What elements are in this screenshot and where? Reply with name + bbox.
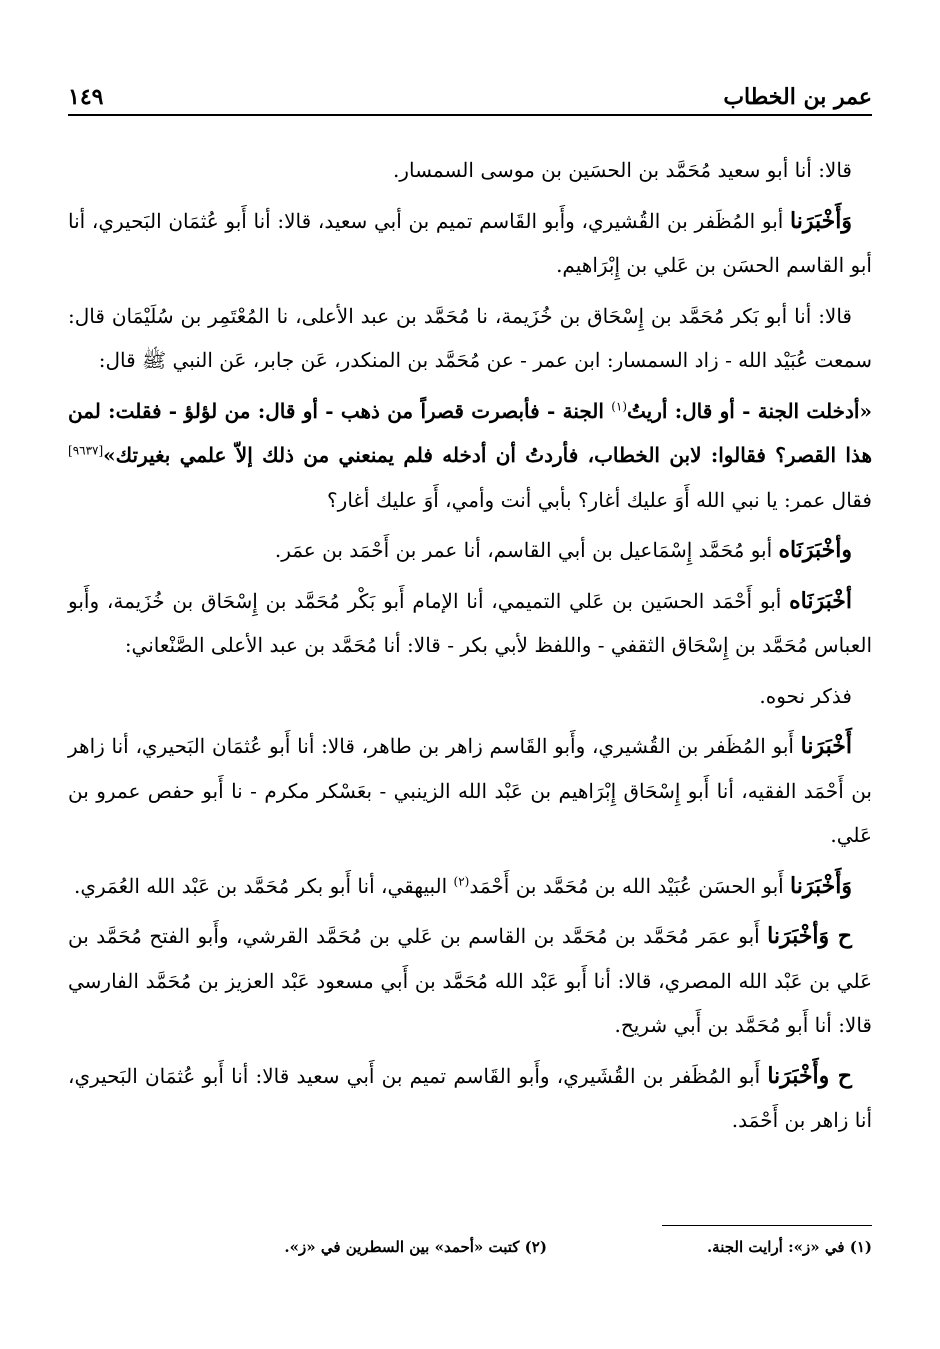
paragraph [68, 294, 872, 383]
footnote-ref: (٢) [453, 873, 470, 888]
hadith-paragraph [68, 389, 872, 523]
paragraph [68, 579, 872, 668]
main-text [68, 148, 872, 1149]
chain-keyword: ح وَأخْبَرَنا [767, 923, 852, 949]
chain-keyword: أخْبَرَنَاه [789, 587, 852, 614]
paragraph [68, 864, 872, 909]
footnote-2: (٢) كتبت «أحمد» بين السطرين في «ز». [284, 1238, 547, 1256]
paragraph [68, 148, 872, 193]
footnote-1: (١) في «ز»: أرايت الجنة. [706, 1238, 872, 1256]
paragraph-text: أَبو عمَر مُحَمَّد بن مُحَمَّد بن القاسم بن عَلي بن مُحَمَّد القرشي، وأَبو الفتح مُحَمَّد بن عَلي بن عَبْد الله المصري، قالا: أنا أَبو عَبْد الله مُحَمَّد بن أَبي مسعود عَبْد العزيز بن مُحَمَّد الفارسي قالا: أنا أَبو مُحَمَّد بن أَبي شريح. [68, 924, 872, 1037]
paragraph-text: أبو مُحَمَّد إِسْمَاعيل بن أبي القاسم، أنا عمر بن أَحْمَد بن عمَر. [274, 538, 779, 562]
hadith-text: «أدخلت الجنة - أو قال: أريتُ [627, 398, 872, 423]
paragraph-text: فذكر نحوه. [759, 683, 852, 708]
paragraph [68, 1054, 872, 1143]
paragraph-text: أبو المُظَفر بن القُشيري، وأَبو القَاسم تميم بن أبي سعيد، قالا: أنا أَبو عُثمَان البَحيري، أنا أبو القاسم الحسَن بن عَلي بن إِبْرَاهيم. [68, 208, 872, 277]
paragraph [68, 199, 872, 288]
paragraph-text: قالا: أنا أبو سعيد مُحَمَّد بن الحسَين بن موسى السمسار. [392, 158, 852, 182]
chain-keyword: وَأَخْبَرَنا [790, 207, 852, 234]
footnotes [68, 1238, 872, 1256]
paragraph [68, 674, 872, 719]
running-header [68, 76, 872, 116]
paragraph [68, 724, 872, 858]
footnote-ref: (١) [611, 398, 628, 413]
hadith-number: [٩٦٣٧] [68, 443, 104, 458]
paragraph-text: فقال عمر: يا نبي الله أَوَ عليك أغار؟ بأبي أنت وأمي، أَوَ عليك أغار؟ [327, 487, 872, 512]
chain-keyword: وأخْبَرَنَاه [778, 537, 852, 563]
paragraph-text: قالا: أنا أبو بَكر مُحَمَّد بن إِسْحَاق بن خُزَيمة، نا مُحَمَّد بن عبد الأعلى، نا المُعْتَمِر بن سُلَيْمَان قال: سمعت عُبَيْد الله - زاد السمسار: ابن عمر - عن مُحَمَّد بن المنكدر، عَن جابر، عَن النبي ﷺ قال: [68, 303, 872, 372]
chain-keyword: وَأَخْبَرَنا [790, 872, 852, 899]
paragraph-text: أَبو المُظَفر بن القُشَيري، وأَبو القَاسم تميم بن أَبي سعيد قالا: أنا أَبو عُثمَان البَحيري، أنا زاهر بن أَحْمَد. [68, 1063, 872, 1132]
paragraph [68, 914, 872, 1048]
paragraph-text: أَبو الحسَن عُبَيْد الله بن مُحَمَّد بن أَحْمَد [469, 873, 791, 898]
header-title: عمر بن الخطاب [723, 84, 872, 110]
footnote-separator [662, 1225, 872, 1226]
hadith-text: الجنة - فأبصرت قصراً من ذهب - أو قال: من لؤلؤ - فقلت: لمن هذا القصر؟ فقالوا: لابن الخطاب، فأردتُ أن أدخله فلم يمنعني من ذلك إلاّ علمي بغيرتك» [68, 398, 872, 467]
paragraph [68, 528, 872, 573]
paragraph-text: البيهقي، أنا أَبو بكر مُحَمَّد بن عَبْد الله العُمَري. [73, 873, 454, 898]
chain-keyword: ح وأَخْبَرَنا [767, 1062, 852, 1089]
chain-keyword: أَخْبَرَنا [800, 733, 852, 759]
paragraph-text: أبو أَحْمَد الحسَين بن عَلي التميمي، أنا الإمام أَبو بَكْر مُحَمَّد بن إِسْحَاق بن خُزَيمة، وأَبو العباس مُحَمَّد بن إِسْحَاق الثقفي - واللفظ لأبي بكر - قالا: أنا مُحَمَّد بن عبد الأعلى الصَّنْعاني: [68, 588, 872, 657]
paragraph-text: أَبو المُظَفر بن القُشيري، وأَبو القَاسم زاهر بن طاهر، قالا: أنا أَبو عُثمَان البَحيري، أنا زاهر بن أَحْمَد الفقيه، أنا أَبو إِسْحَاق إِبْرَاهيم بن عَبْد الله الزينبي - بعَسْكر مكرم - نا أَبو حفص عمرو بن عَلي. [68, 734, 872, 847]
page-number: ١٤٩ [68, 84, 104, 110]
